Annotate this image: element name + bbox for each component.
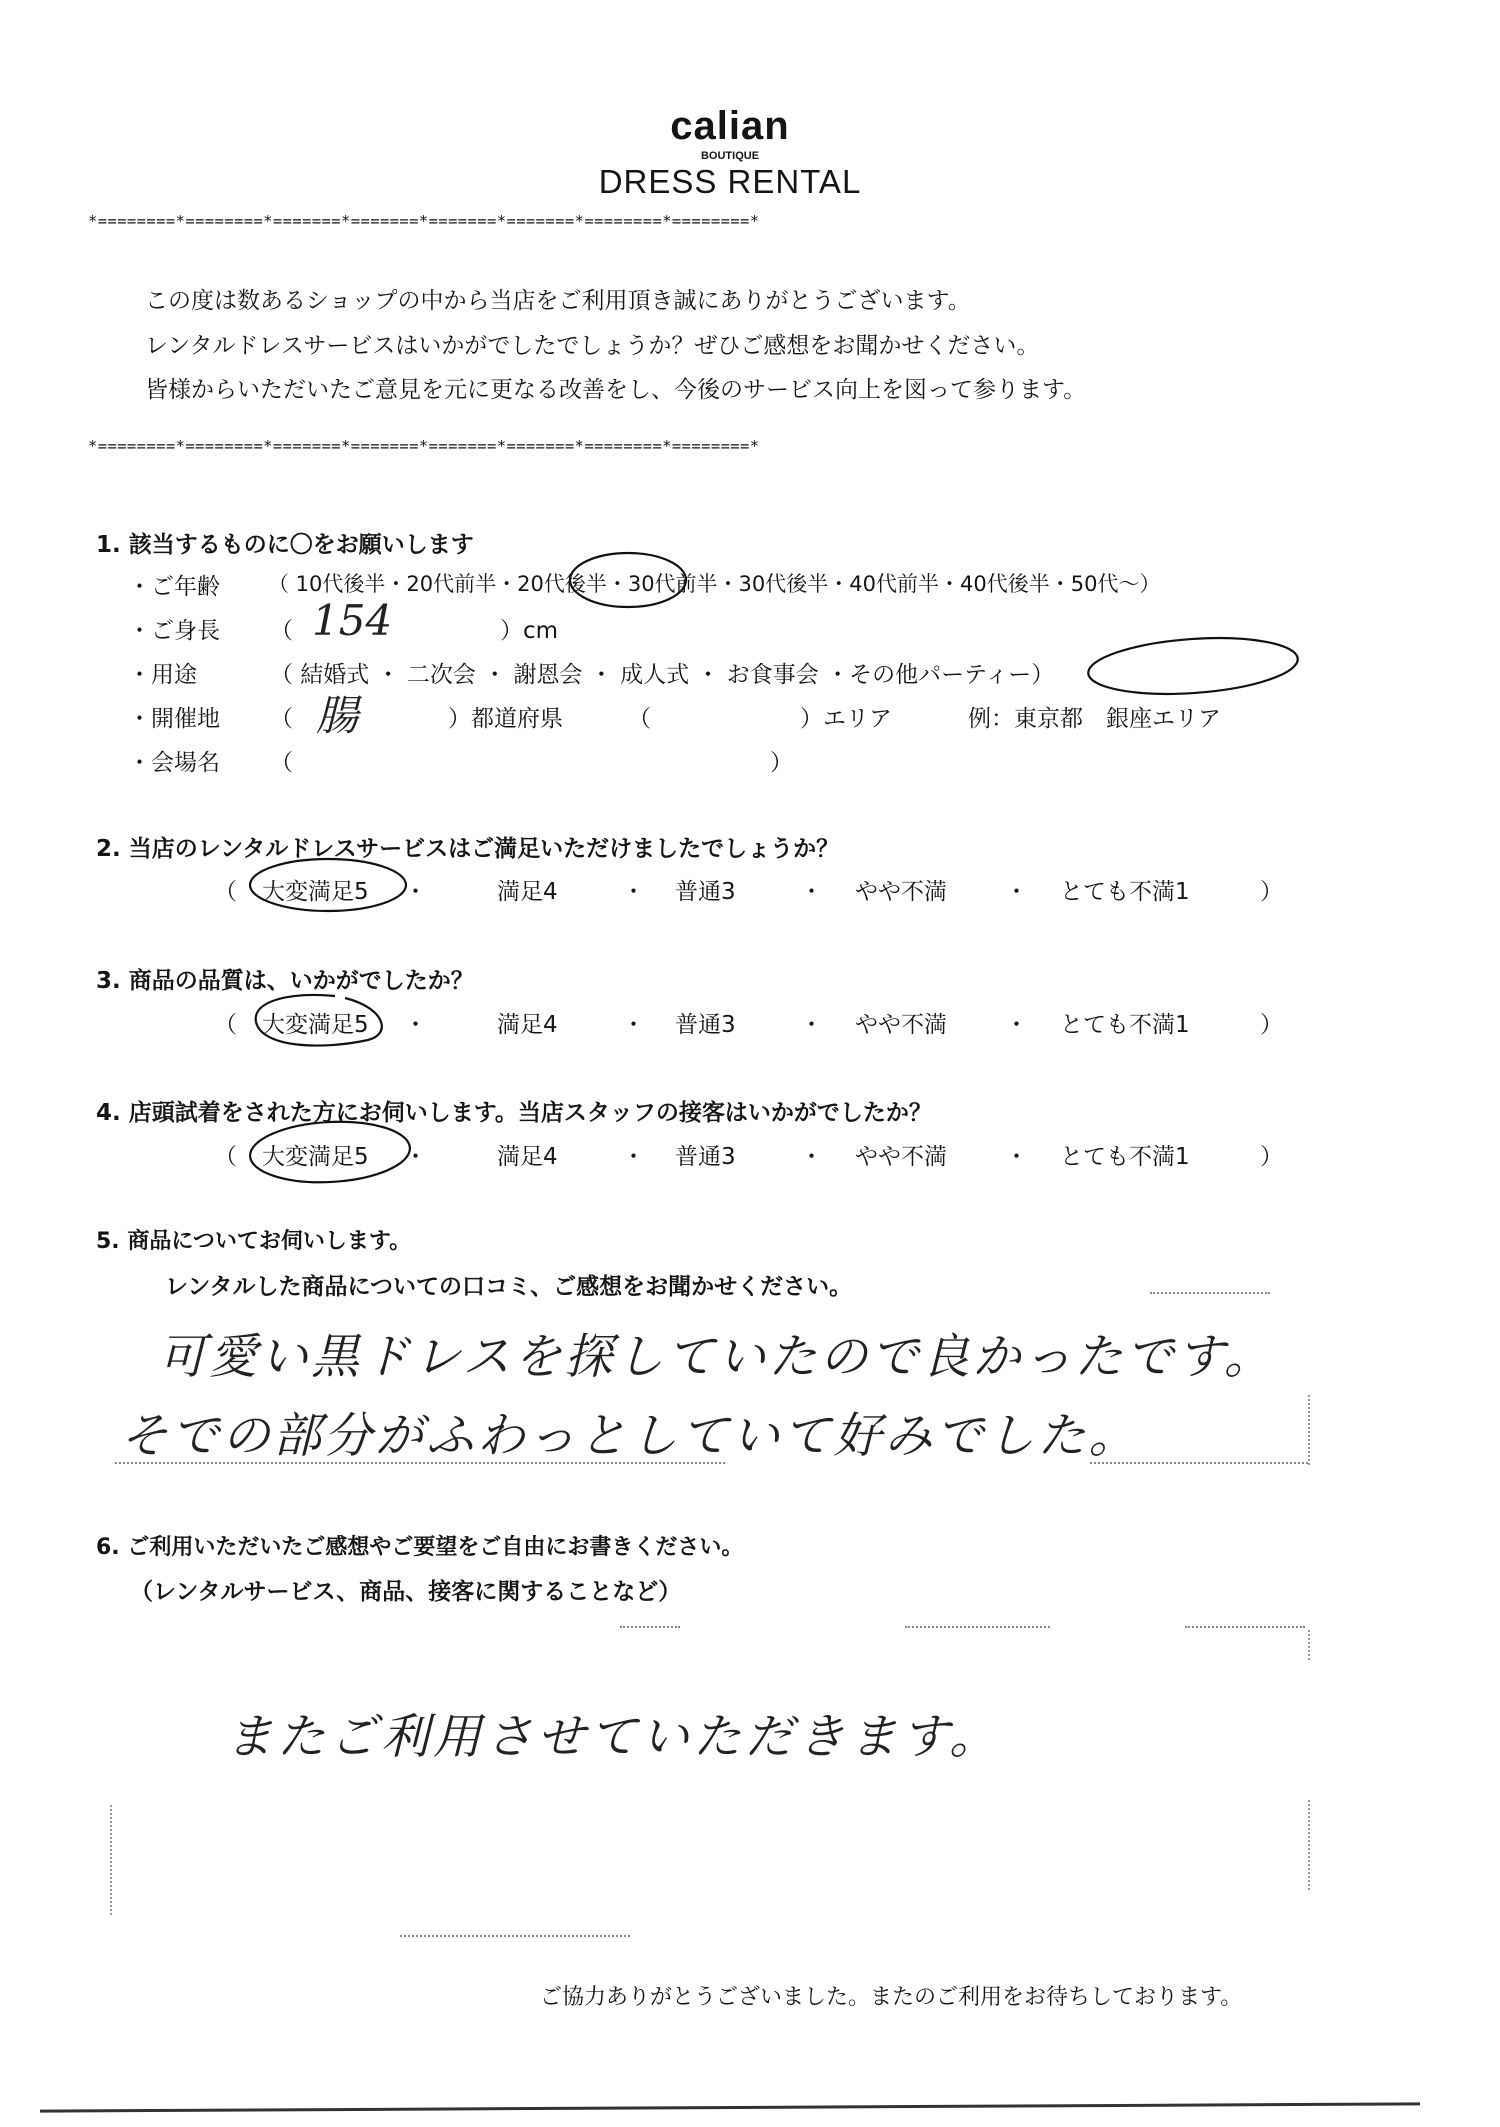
rating-separator: ・	[800, 1144, 823, 1170]
circle-mark-q3	[256, 995, 382, 1046]
q1-venue-prefecture-label: ）都道府県	[448, 706, 563, 732]
rating-separator: ・	[800, 879, 823, 905]
rating-close-paren: ）	[1260, 879, 1283, 905]
q4-option-satisfied: 満足4	[497, 1144, 558, 1170]
divider-top: *========*========*=======*=======*=======*=======*========*========*	[88, 212, 760, 230]
rating-separator: ・	[622, 1012, 645, 1038]
q3-option-very-satisfied: 大変満足5	[262, 1012, 369, 1038]
rating-separator: ・	[1005, 1144, 1028, 1170]
q5-answer-line-1: 可愛い黒ドレスを探していたので良かったです。	[158, 1329, 1275, 1385]
q1-venue-example: 例：東京都 銀座エリア	[968, 706, 1221, 732]
q1-height-open-paren: （	[270, 618, 293, 644]
rating-separator: ・	[622, 1144, 645, 1170]
q6-prompt: （レンタルサービス、商品、接客に関することなど）	[130, 1579, 682, 1605]
q1-venue-area-label: ）エリア	[800, 706, 892, 732]
q1-hall-label: ・会場名	[128, 750, 220, 776]
rating-separator: ・	[800, 1012, 823, 1038]
intro-line-1: この度は数あるショップの中から当店をご利用頂き誠にありがとうございます。	[145, 288, 971, 314]
q1-venue-prefecture-value: 腸	[316, 691, 359, 740]
q3-title: 3. 商品の品質は、いかがでしたか？	[96, 968, 474, 994]
q1-hall-open-paren: （	[270, 750, 293, 776]
q1-hall-close-paren: ）	[770, 750, 793, 776]
q1-title: 1. 該当するものに〇をお願いします	[96, 532, 474, 558]
q1-venue-open-paren: （	[270, 706, 293, 732]
q5-answer-line-2: そでの部分がふわっとしていて好みでした。	[120, 1408, 1140, 1464]
q4-title: 4. 店頭試着をされた方にお伺いします。当店スタッフの接客はいかがでしたか？	[96, 1100, 932, 1126]
q1-venue-area-open-paren: （	[628, 706, 651, 732]
rating-open-paren: （	[214, 879, 237, 905]
q1-age-label: ・ご年齢	[128, 574, 220, 600]
q1-height-value: 154	[312, 596, 393, 645]
q1-height-label: ・ご身長	[128, 618, 220, 644]
circle-mark-age	[570, 553, 686, 607]
q1-height-unit: ）cm	[500, 618, 559, 644]
q4-option-very-satisfied: 大変満足5	[262, 1144, 369, 1170]
q4-option-neutral: 普通3	[675, 1144, 736, 1170]
q3-option-neutral: 普通3	[675, 1012, 736, 1038]
rating-separator: ・	[404, 1144, 427, 1170]
brand-logo: calian	[670, 104, 790, 148]
intro-line-2: レンタルドレスサービスはいかがでしたでしょうか？ぜひご感想をお聞かせください。	[145, 333, 1040, 359]
divider-middle: *========*========*=======*=======*=======*=======*========*========*	[88, 437, 760, 455]
q4-option-dissatisfied: やや不満	[855, 1144, 947, 1170]
q2-option-satisfied: 満足4	[497, 879, 558, 905]
q3-option-satisfied: 満足4	[497, 1012, 558, 1038]
q1-age-options: （ 10代後半・20代前半・20代後半・30代前半・30代後半・40代前半・40代後半・50代～）	[268, 572, 1161, 596]
q1-purpose-options: （ 結婚式 ・ 二次会 ・ 謝恩会 ・ 成人式 ・ お食事会 ・その他パーティー）	[270, 662, 1055, 688]
rating-separator: ・	[404, 879, 427, 905]
q2-option-neutral: 普通3	[675, 879, 736, 905]
rating-separator: ・	[404, 1012, 427, 1038]
q3-option-dissatisfied: やや不満	[855, 1012, 947, 1038]
intro-line-3: 皆様からいただいたご意見を元に更なる改善をし、今後のサービス向上を図って参ります。	[145, 377, 1087, 403]
rating-separator: ・	[1005, 1012, 1028, 1038]
q2-option-dissatisfied: やや不満	[855, 879, 947, 905]
brand-boutique-label: BOUTIQUE	[700, 150, 760, 162]
q2-title: 2. 当店のレンタルドレスサービスはご満足いただけましたでしょうか？	[96, 836, 840, 862]
rating-separator: ・	[622, 879, 645, 905]
q6-title: 6. ご利用いただいたご感想やご要望をご自由にお書きください。	[96, 1535, 744, 1560]
rating-separator: ・	[1005, 879, 1028, 905]
q5-prompt: レンタルした商品についての口コミ、ご感想をお聞かせください。	[165, 1274, 853, 1300]
rating-open-paren: （	[214, 1012, 237, 1038]
rating-open-paren: （	[214, 1144, 237, 1170]
q1-venue-label: ・開催地	[128, 706, 220, 732]
q3-option-very-dissatisfied: とても不満1	[1060, 1012, 1190, 1038]
circle-mark-purpose	[1086, 632, 1299, 701]
footer-thanks: ご協力ありがとうございました。またのご利用をお待ちしております。	[540, 1985, 1243, 2010]
q2-option-very-dissatisfied: とても不満1	[1060, 879, 1190, 905]
q1-purpose-label: ・用途	[128, 662, 197, 688]
service-title: DRESS RENTAL	[598, 163, 862, 200]
q2-option-very-satisfied: 大変満足5	[262, 879, 369, 905]
q6-answer: またご利用させていただきます。	[225, 1709, 1002, 1765]
rating-close-paren: ）	[1260, 1012, 1283, 1038]
rating-close-paren: ）	[1260, 1144, 1283, 1170]
q5-title: 5. 商品についてお伺いします。	[96, 1229, 412, 1254]
circle-mark-q2	[250, 859, 406, 911]
q4-option-very-dissatisfied: とても不満1	[1060, 1144, 1190, 1170]
circle-mark-q4	[249, 1118, 412, 1186]
